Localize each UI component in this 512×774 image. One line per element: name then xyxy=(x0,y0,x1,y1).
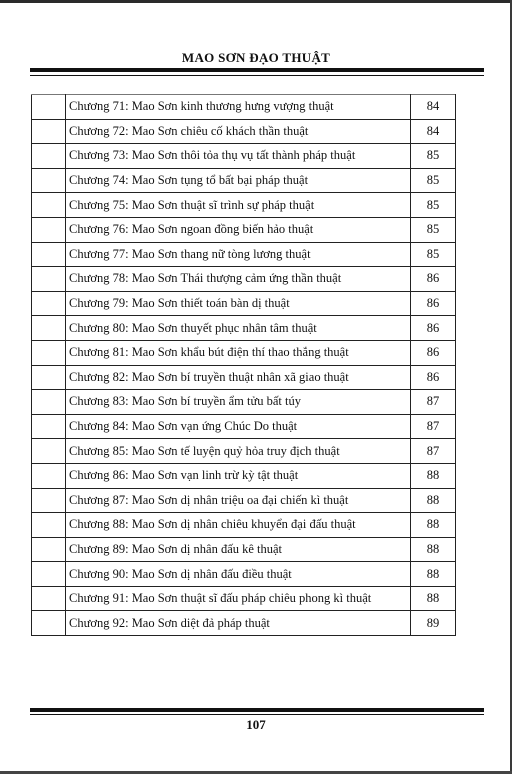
toc-chapter-title: Chương 81: Mao Sơn khẩu bút điện thí thao thắng thuật xyxy=(66,340,411,365)
toc-margin-cell xyxy=(32,340,66,365)
toc-chapter-title: Chương 75: Mao Sơn thuật sĩ trình sự pháp thuật xyxy=(66,193,411,218)
toc-page-number: 84 xyxy=(411,119,456,144)
toc-page-number: 86 xyxy=(411,365,456,390)
toc-row xyxy=(32,267,456,292)
footer-rule-thin xyxy=(30,714,484,715)
toc-page-number: 84 xyxy=(411,95,456,120)
toc-row xyxy=(32,390,456,415)
toc-margin-cell xyxy=(32,562,66,587)
toc-margin-cell xyxy=(32,537,66,562)
toc-page-number: 88 xyxy=(411,562,456,587)
toc-page-number: 85 xyxy=(411,168,456,193)
toc-chapter-title: Chương 80: Mao Sơn thuyết phục nhân tâm thuật xyxy=(66,316,411,341)
toc-chapter-title: Chương 87: Mao Sơn dị nhân triệu oa đại chiến kì thuật xyxy=(66,488,411,513)
toc-row xyxy=(32,513,456,538)
toc-row xyxy=(32,242,456,267)
toc-page-number: 86 xyxy=(411,291,456,316)
toc-chapter-title: Chương 85: Mao Sơn tế luyện quỷ hỏa truy địch thuật xyxy=(66,439,411,464)
toc-chapter-title: Chương 83: Mao Sơn bí truyền ẩm tửu bất túy xyxy=(66,390,411,415)
toc-chapter-title: Chương 91: Mao Sơn thuật sĩ đấu pháp chiêu phong kì thuật xyxy=(66,586,411,611)
toc-margin-cell xyxy=(32,95,66,120)
toc-margin-cell xyxy=(32,242,66,267)
toc-page-number: 87 xyxy=(411,390,456,415)
toc-margin-cell xyxy=(32,488,66,513)
toc-chapter-title: Chương 82: Mao Sơn bí truyền thuật nhân xã giao thuật xyxy=(66,365,411,390)
toc-row xyxy=(32,611,456,636)
header-rule xyxy=(30,68,484,72)
toc-margin-cell xyxy=(32,168,66,193)
toc-margin-cell xyxy=(32,144,66,169)
toc-row xyxy=(32,95,456,120)
toc-page-number: 88 xyxy=(411,513,456,538)
toc-row xyxy=(32,586,456,611)
toc-chapter-title: Chương 86: Mao Sơn vạn linh trừ kỳ tật thuật xyxy=(66,463,411,488)
toc-chapter-title: Chương 77: Mao Sơn thang nữ tòng lương thuật xyxy=(66,242,411,267)
toc-chapter-title: Chương 74: Mao Sơn tụng tổ bất bại pháp thuật xyxy=(66,168,411,193)
toc-page-number: 88 xyxy=(411,488,456,513)
toc-chapter-title: Chương 84: Mao Sơn vạn ứng Chúc Do thuật xyxy=(66,414,411,439)
toc-row xyxy=(32,414,456,439)
toc-margin-cell xyxy=(32,439,66,464)
toc-chapter-title: Chương 79: Mao Sơn thiết toán bàn dị thuật xyxy=(66,291,411,316)
toc-chapter-title: Chương 76: Mao Sơn ngoan đồng biến hảo thuật xyxy=(66,217,411,242)
toc-page-number: 86 xyxy=(411,340,456,365)
toc-page-number: 86 xyxy=(411,267,456,292)
toc-row xyxy=(32,217,456,242)
toc-page-number: 87 xyxy=(411,414,456,439)
toc-row xyxy=(32,463,456,488)
toc-row xyxy=(32,144,456,169)
toc-row xyxy=(32,193,456,218)
toc-margin-cell xyxy=(32,217,66,242)
toc-chapter-title: Chương 78: Mao Sơn Thái thượng cảm ứng thần thuật xyxy=(66,267,411,292)
toc-margin-cell xyxy=(32,365,66,390)
toc-margin-cell xyxy=(32,291,66,316)
toc-chapter-title: Chương 73: Mao Sơn thôi tỏa thụ vụ tất thành pháp thuật xyxy=(66,144,411,169)
toc-row xyxy=(32,488,456,513)
toc-row xyxy=(32,168,456,193)
toc-margin-cell xyxy=(32,193,66,218)
toc-page-number: 85 xyxy=(411,217,456,242)
toc-row xyxy=(32,365,456,390)
toc-chapter-title: Chương 72: Mao Sơn chiêu cố khách thần thuật xyxy=(66,119,411,144)
toc-margin-cell xyxy=(32,390,66,415)
toc-row xyxy=(32,291,456,316)
footer-rule xyxy=(30,708,484,712)
toc-margin-cell xyxy=(32,513,66,538)
toc-chapter-title: Chương 89: Mao Sơn dị nhân đấu kê thuật xyxy=(66,537,411,562)
toc-margin-cell xyxy=(32,119,66,144)
toc-page-number: 88 xyxy=(411,463,456,488)
toc-chapter-title: Chương 71: Mao Sơn kinh thương hưng vượng thuật xyxy=(66,95,411,120)
toc-body xyxy=(32,95,456,636)
toc-margin-cell xyxy=(32,267,66,292)
toc-margin-cell xyxy=(32,414,66,439)
toc-page-number: 88 xyxy=(411,537,456,562)
running-header: MAO SƠN ĐẠO THUẬT xyxy=(181,50,331,65)
toc-page-number: 88 xyxy=(411,586,456,611)
toc-page-number: 85 xyxy=(411,144,456,169)
toc-margin-cell xyxy=(32,463,66,488)
toc-margin-cell xyxy=(32,586,66,611)
toc-chapter-title: Chương 88: Mao Sơn dị nhân chiêu khuyển đại đấu thuật xyxy=(66,513,411,538)
toc-page-number: 87 xyxy=(411,439,456,464)
toc-row xyxy=(32,316,456,341)
toc-row xyxy=(32,119,456,144)
toc-page-number: 89 xyxy=(411,611,456,636)
page-number: 107 xyxy=(246,717,266,732)
toc-page-number: 85 xyxy=(411,242,456,267)
toc-page-number: 85 xyxy=(411,193,456,218)
toc-row xyxy=(32,439,456,464)
toc-margin-cell xyxy=(32,611,66,636)
toc-page-number: 86 xyxy=(411,316,456,341)
header-rule-thin xyxy=(30,75,484,76)
toc-chapter-title: Chương 92: Mao Sơn diệt đả pháp thuật xyxy=(66,611,411,636)
page-edge-top xyxy=(0,0,512,3)
toc-margin-cell xyxy=(32,316,66,341)
toc-row xyxy=(32,562,456,587)
toc-table xyxy=(31,94,456,636)
toc-row xyxy=(32,537,456,562)
toc-row xyxy=(32,340,456,365)
toc-chapter-title: Chương 90: Mao Sơn dị nhân đấu điều thuật xyxy=(66,562,411,587)
